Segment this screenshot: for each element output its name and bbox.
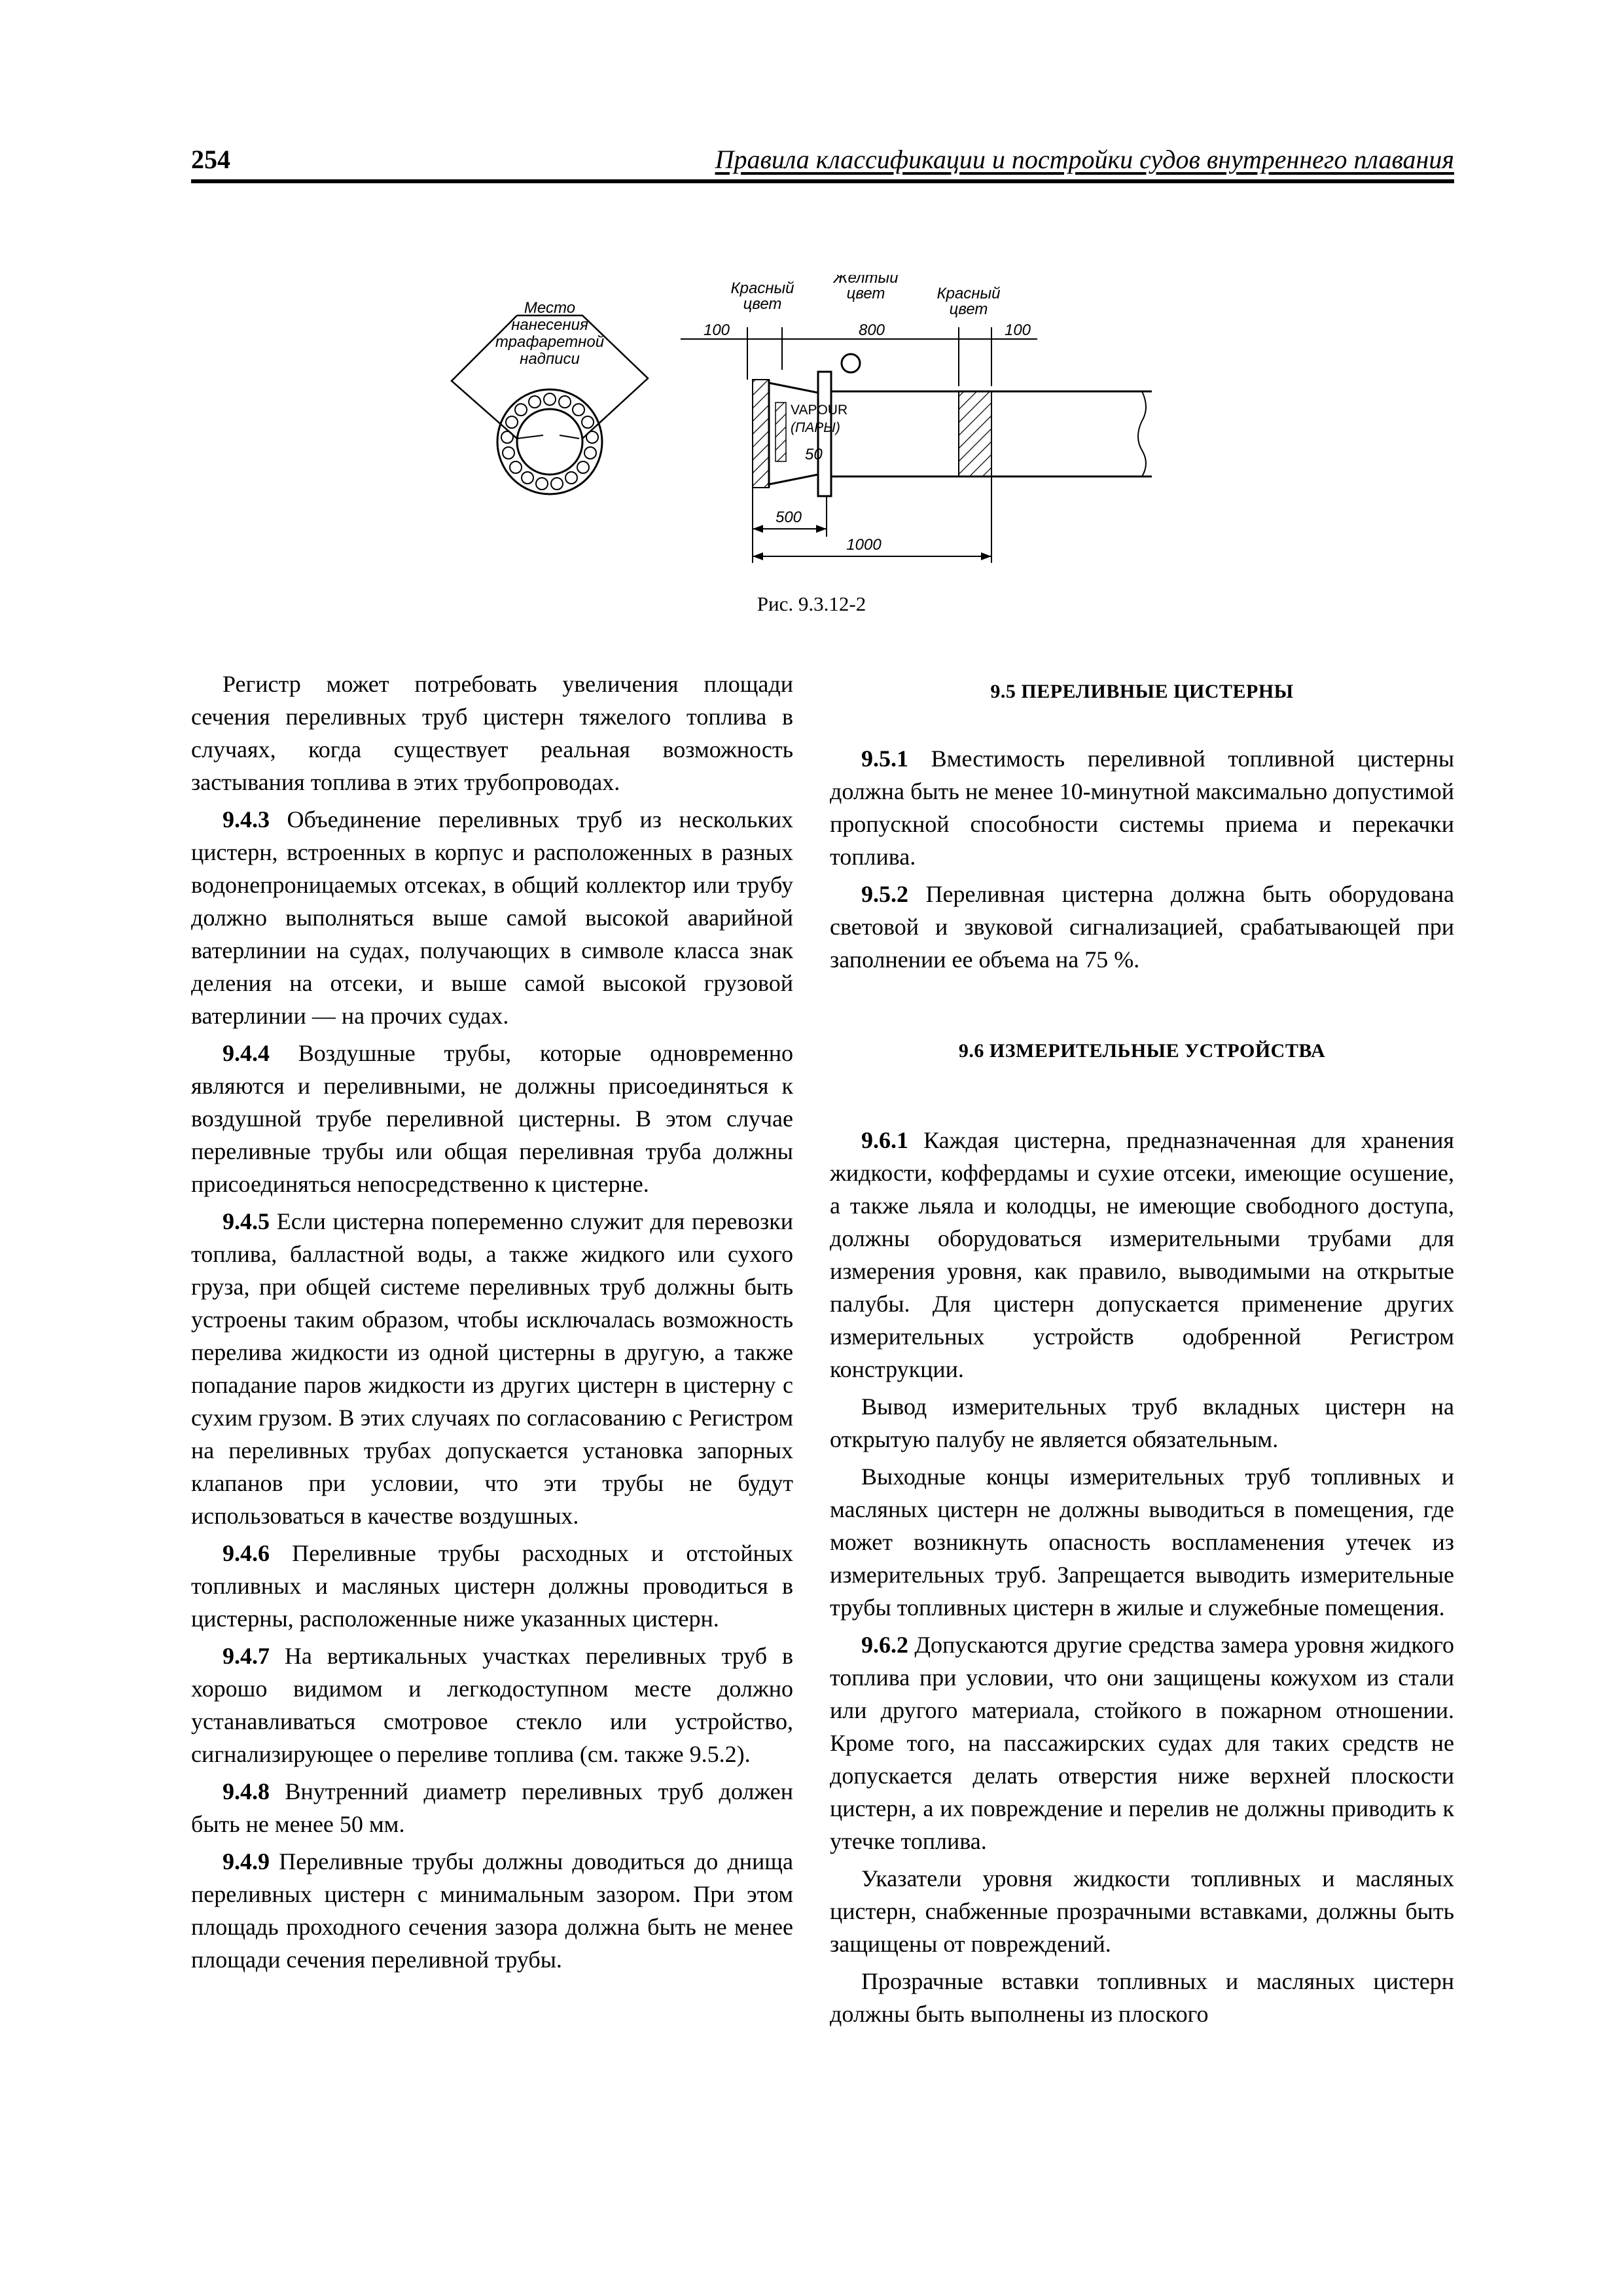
paragraph-9-5-2 xyxy=(830,878,1454,976)
paragraph-9-4-8 xyxy=(191,1775,793,1840)
clause-number: 9.6.1 xyxy=(861,1127,908,1153)
dim-100-left: 100 xyxy=(703,321,730,339)
clause-number: 9.4.6 xyxy=(223,1540,270,1566)
figure-caption: Рис. 9.3.12-2 xyxy=(757,592,866,615)
dim-100-right: 100 xyxy=(1004,321,1031,339)
paragraph-vyvod: Вывод измерительных труб вкладных цистерн на открытую палубу не является обязательным. xyxy=(830,1393,1454,1452)
paragraph-9-4-3 xyxy=(191,803,793,1032)
clause-number: 9.4.8 xyxy=(223,1778,270,1804)
clause-text: Переливные трубы должны доводиться до днища переливных цистерн с минимальным зазором. При этом площадь проходного сечения зазора должна быть не менее площади сечения переливной трубы. xyxy=(191,1848,793,1973)
clause-number: 9.4.5 xyxy=(223,1208,270,1234)
clause-number: 9.5.1 xyxy=(861,745,908,772)
label-red-2b: цвет xyxy=(949,300,988,318)
pipe-drawing xyxy=(432,275,1152,583)
page-number: 254 xyxy=(191,145,230,174)
paragraph-9-4-5 xyxy=(191,1205,793,1532)
clause-text: Вместимость переливной топливной цистерны должна быть не менее 10-минутной максимально допустимой пропускной способности системы приема и перекачки топлива. xyxy=(830,745,1454,870)
section-heading-9-6: 9.6 ИЗМЕРИТЕЛЬНЫЕ УСТРОЙСТВА xyxy=(958,1040,1326,1062)
clause-number: 9.4.3 xyxy=(223,806,270,833)
paragraph-intro: Регистр может потребовать увеличения площади сечения переливных труб цистерн тяжелого топлива в случаях, когда существует реальная возможность застывания топлива в этих трубопроводах. xyxy=(191,671,793,795)
clause-number: 9.4.4 xyxy=(223,1040,270,1066)
page-header xyxy=(191,139,1454,183)
dim-800: 800 xyxy=(858,321,885,339)
clause-text: Каждая цистерна, предназначенная для хранения жидкости, коффердамы и сухие отсеки, имеющие осушение, а также льяла и колодцы, не имеющие свободного доступа, должны оборудоваться измерительными трубами для измерения уровня, как правило, выводимыми на открытые палубы. Для цистерн допускается применение других измерительных устройств одобренной Регистром конструкции. xyxy=(830,1127,1454,1382)
clause-number: 9.6.2 xyxy=(861,1632,908,1658)
clause-text: Переливная цистерна должна быть оборудована световой и звуковой сигнализацией, срабатывающей при заполнении ее объема на 75 %. xyxy=(830,881,1454,973)
stencil-pary: (ПАРЫ) xyxy=(791,420,840,435)
paragraph-prozrachnye: Прозрачные вставки топливных и масляных цистерн должны быть выполнены из плоского xyxy=(830,1968,1454,2027)
label-place-2: нанесения xyxy=(511,316,588,334)
label-place-3: трафаретной xyxy=(495,333,605,351)
figure-pipe-marking xyxy=(432,275,1152,583)
section-heading-9-5: 9.5 ПЕРЕЛИВНЫЕ ЦИСТЕРНЫ xyxy=(990,681,1294,702)
dim-500: 500 xyxy=(775,509,802,526)
clause-text: Переливные трубы расходных и отстойных топливных и масляных цистерн должны проводиться в цистерны, расположенные ниже указанных цистерн. xyxy=(191,1540,793,1632)
clause-text: На вертикальных участках переливных труб в хорошо видимом и легкодоступном месте должно устанавливаться смотровое стекло или устройство, сигнализирующее о переливе топлива (см. также 9.5.2). xyxy=(191,1643,793,1767)
paragraph-vyhodnye: Выходные концы измерительных труб топливных и масляных цистерн не должны выводиться в помещения, где может возникнуть опасность воспламенения утечек из измерительных труб. Запрещается выводить измерительные трубы топливных цистерн в жилые и служебные помещения. xyxy=(830,1463,1454,1621)
left-column xyxy=(191,668,793,1981)
label-yellow-b: цвет xyxy=(846,285,885,302)
clause-text: Допускаются другие средства замера уровня жидкого топлива при условии, что они защищены кожухом из стали или другого материала, стойкого в пожарном отношении. Кроме того, на пассажирских судах для таких средств не допускается делать отверстия ниже верхней плоскости цистерн, а их повреждение и перелив не должны приводить к утечке топлива. xyxy=(830,1632,1454,1854)
clause-number: 9.4.9 xyxy=(223,1848,270,1874)
stencil-vapour: VAPOUR xyxy=(791,403,848,418)
pipe-cross-section xyxy=(497,389,602,494)
paragraph-9-4-7 xyxy=(191,1640,793,1770)
label-yellow-a: Желтый xyxy=(833,275,899,287)
clause-number: 9.4.7 xyxy=(223,1643,270,1669)
paragraph-9-4-9 xyxy=(191,1845,793,1976)
label-place-4: надписи xyxy=(520,350,580,368)
clause-text: Если цистерна попеременно служит для перевозки топлива, балластной воды, а также жидкого или сухого груза, при общей системе переливных труб должны быть устроены таким образом, чтобы исключалась возможность перелива жидкости из одной цистерны в другую, а также попадание паров жидкости из других цистерн в цистерну с сухим грузом. В этих случаях по согласованию с Регистром на переливных трубах допускается установка запорных клапанов при условии, что эти трубы не будут использоваться в качестве воздушных. xyxy=(191,1208,793,1529)
dim-1000: 1000 xyxy=(846,536,882,554)
paragraph-9-6-2 xyxy=(830,1628,1454,1857)
label-place-1: Место xyxy=(524,299,576,317)
clause-number: 9.5.2 xyxy=(861,881,908,907)
label-red-1a: Красный xyxy=(730,279,794,297)
clause-text: Объединение переливных труб из нескольких цистерн, встроенных в корпус и расположенных в разных водонепроницаемых отсеках, в общий коллектор или трубу должно выполняться выше самой высокой аварийной ватерлинии на судах, получающих в символе класса знак деления на отсеки, и выше самой высокой грузовой ватерлинии — на прочих судах. xyxy=(191,806,793,1029)
running-title: Правила классификации и постройки судов внутреннего плавания xyxy=(715,145,1454,174)
label-red-1b: цвет xyxy=(743,295,782,313)
clause-text: Внутренний диаметр переливных труб должен быть не менее 50 мм. xyxy=(191,1778,793,1837)
paragraph-9-6-1 xyxy=(830,1124,1454,1386)
clause-text: Воздушные трубы, которые одновременно являются и переливными, не должны присоединяться к воздушной трубе переливной цистерны. В этом случае переливные трубы или общая переливная труба должны присоединяться непосредственно к цистерне. xyxy=(191,1040,793,1197)
right-column xyxy=(830,668,1454,2035)
paragraph-9-5-1 xyxy=(830,742,1454,873)
paragraph-9-4-6 xyxy=(191,1537,793,1635)
dim-50: 50 xyxy=(805,446,823,463)
paragraph-ukazateli: Указатели уровня жидкости топливных и масляных цистерн, снабженные прозрачными вставками, должны быть защищены от повреждений. xyxy=(830,1865,1454,1957)
label-red-2a: Красный xyxy=(936,285,1001,302)
paragraph-9-4-4 xyxy=(191,1037,793,1200)
